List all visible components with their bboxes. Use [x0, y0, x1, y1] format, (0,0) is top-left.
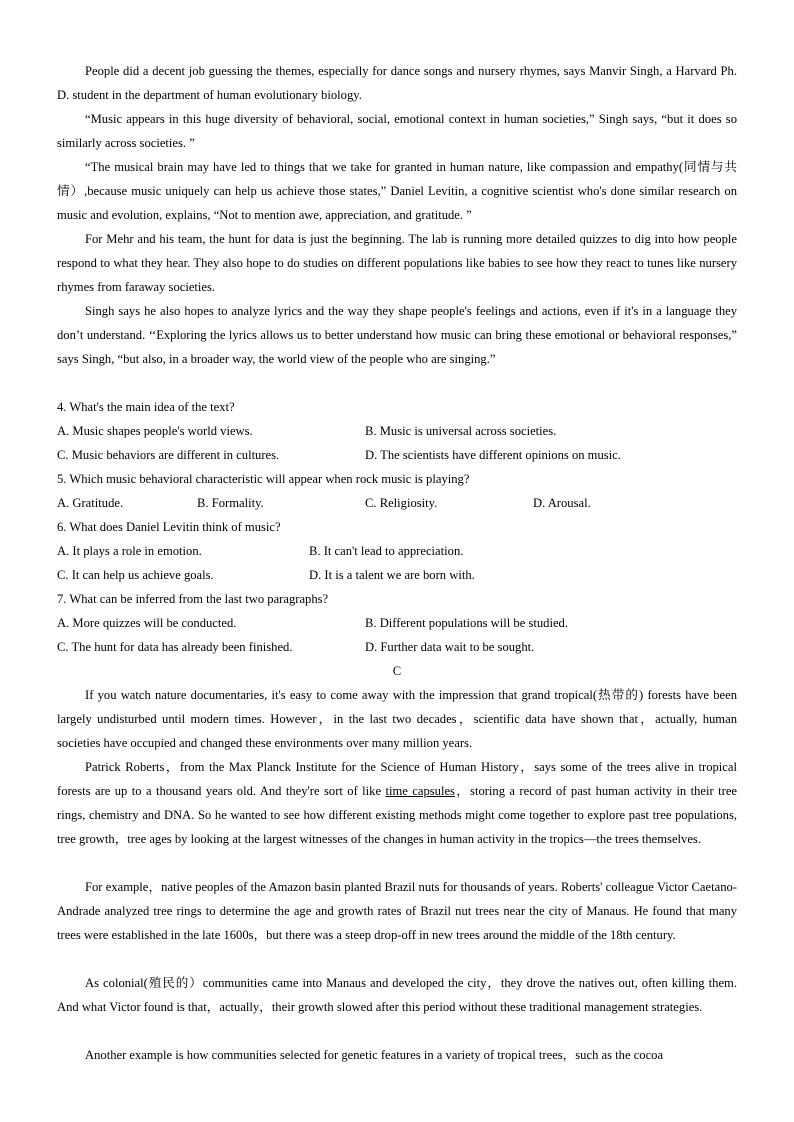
section-c-heading: C — [392, 664, 402, 678]
question-4-option-b: B. Music is universal across societies. — [365, 424, 557, 438]
question-5-option-b: B. Formality. — [197, 496, 264, 510]
question-7-stem: 7. What can be inferred from the last two paragraphs? — [57, 592, 329, 606]
question-4-option-d: D. The scientists have different opinions on music. — [365, 448, 621, 462]
question-4-option-a: A. Music shapes people's world views. — [57, 424, 253, 438]
paragraph-b-2: “Music appears in this huge diversity of behavioral, social, emotional context in human societies,” Singh says, “but it does so similarly across societies. ” — [57, 112, 737, 150]
paragraph-c-5: Another example is how communities selected for genetic features in a variety of tropical trees，such as the cocoa — [85, 1048, 664, 1062]
question-4-stem: 4. What's the main idea of the text? — [57, 400, 235, 414]
paragraph-c-4: As colonial(殖民的）communities came into Manaus and developed the city，they drove the natives out, often killing them. And what Victor found is that，actually，their growth slowed after this period without these traditional management strategies. — [57, 976, 737, 1014]
time-capsules-underlined: time capsules — [385, 784, 455, 798]
question-4-option-c: C. Music behaviors are different in cultures. — [57, 448, 280, 462]
paragraph-b-1: People did a decent job guessing the themes, especially for dance songs and nursery rhymes, says Manvir Singh, a Harvard Ph. D. student in the department of human evolutionary biology. — [57, 64, 737, 102]
question-7-option-d: D. Further data wait to be sought. — [365, 640, 535, 654]
paragraph-b-3: “The musical brain may have led to things that we take for granted in human nature, like compassion and empathy(同情与共情）,because music uniquely can help us achieve those states,” Daniel Levitin, a cognitive scientist who's done similar research on music and evolution, explains, “Not to mention awe, appreciation, and gratitude. ” — [57, 160, 737, 222]
paragraph-c-2-text-before: Patrick Roberts，from the Max Planck Institute for the Science of Human History，says some of the trees alive in tropical forests are up to a thousand years old. And they're sort of like — [57, 760, 737, 798]
question-6-option-c: C. It can help us achieve goals. — [57, 568, 214, 582]
question-6-option-a: A. It plays a role in emotion. — [57, 544, 202, 558]
question-5-stem: 5. Which music behavioral characteristic will appear when rock music is playing? — [57, 472, 470, 486]
paragraph-c-3: For example，native peoples of the Amazon basin planted Brazil nuts for thousands of years. Roberts' colleague Victor Caetano-Andrade analyzed tree rings to determine the age and growth rates of Brazil nut trees near the city of Manaus. He found that many trees were established in the late 1600s，but there was a steep drop-off in new trees around the middle of the 18th century. — [57, 880, 737, 942]
paragraph-b-5: Singh says he also hopes to analyze lyrics and the way they shape people's feelings and actions, even if it's in a language they don’t understand. ‘‘Exploring the lyrics allows us to better understand how music can bring these emotional or behavioral responses,” says Singh, “but also, in a broader way, the world view of the people who are singing.” — [57, 304, 737, 366]
question-7-option-c: C. The hunt for data has already been finished. — [57, 640, 293, 654]
paragraph-c-1: If you watch nature documentaries, it's easy to come away with the impression that grand tropical(热带的) forests have been largely undisturbed until modern times. However，in the last two decades，scientific data have shown that，actually, human societies have occupied and changed these environments over many million years. — [57, 688, 737, 750]
question-6-stem: 6. What does Daniel Levitin think of music? — [57, 520, 281, 534]
question-6-option-b: B. It can't lead to appreciation. — [309, 544, 464, 558]
question-7-option-a: A. More quizzes will be conducted. — [57, 616, 237, 630]
question-5-option-c: C. Religiosity. — [365, 496, 438, 510]
question-7-option-b: B. Different populations will be studied. — [365, 616, 568, 630]
question-5-option-d: D. Arousal. — [533, 496, 591, 510]
question-6-option-d: D. It is a talent we are born with. — [309, 568, 475, 582]
paragraph-c-2-text-after: ，storing a record of past human activity in their tree rings, chemistry and DNA. So he wanted to see how different existing methods might come together to explore past tree populations, tree growth，tree ages by looking at the largest witnesses of the changes in human activity in the tropics—the trees themselves. — [57, 784, 737, 846]
paragraph-c-2 — [57, 755, 737, 851]
question-5-option-a: A. Gratitude. — [57, 496, 124, 510]
paragraph-b-4: For Mehr and his team, the hunt for data is just the beginning. The lab is running more detailed quizzes to dig into how people respond to what they hear. They also hope to do studies on different populations like babies to see how they react to tunes like nursery rhymes from faraway societies. — [57, 232, 737, 294]
